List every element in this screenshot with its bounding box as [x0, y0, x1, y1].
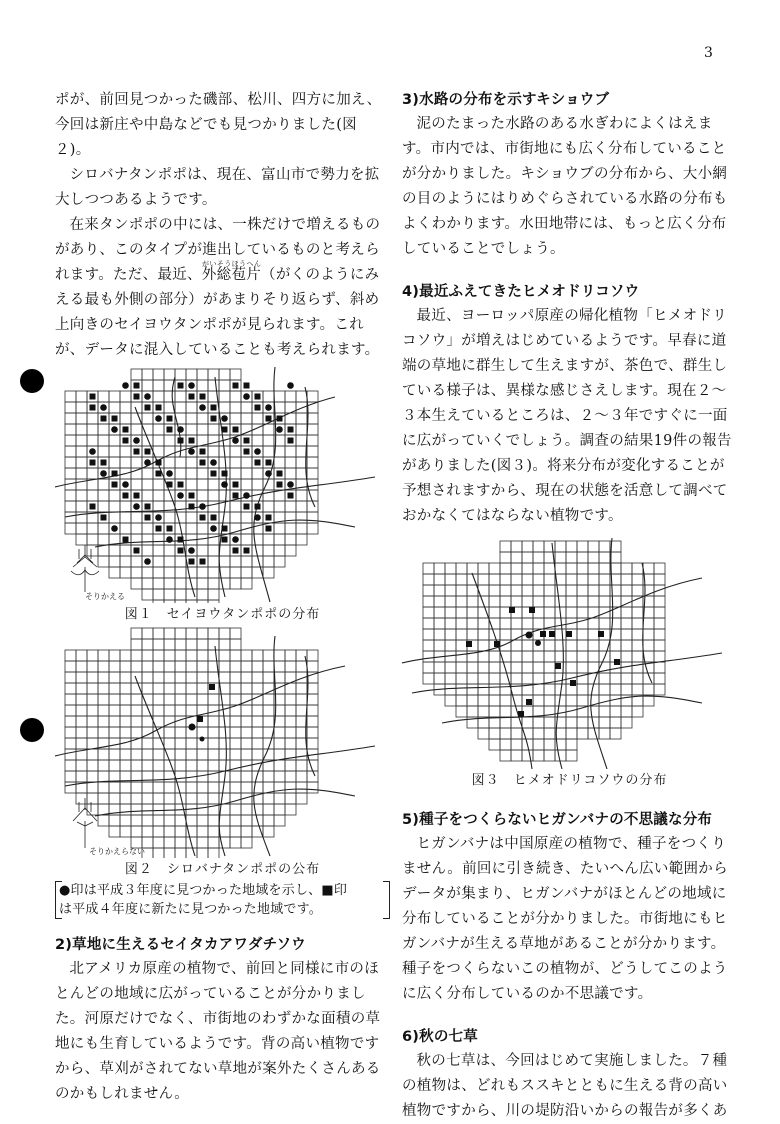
flower-label-not-reflexed: そりかえらない — [89, 847, 145, 856]
figure-3-map — [402, 533, 737, 769]
binder-hole-bottom — [20, 718, 44, 742]
figure-2-caption: 図２ シロバナタンポポの公布 — [124, 862, 321, 877]
map-grid — [65, 628, 318, 858]
page-number: 3 — [704, 45, 713, 61]
section-4-heading: 4)最近ふえてきたヒメオドリコソウ — [402, 284, 640, 300]
figure-1-caption: 図１ セイヨウタンポポの分布 — [124, 607, 321, 622]
right-column — [402, 88, 737, 1124]
paragraph-native-dandelion: 在来タンポポの中には、一株だけで増えるものがあり、このタイプが進出しているものと考えられます。ただ、最近、外総苞片がいそうほうへん（がくのようにみえる最も外側の部分）があまりそり返らず、斜め上向きのセイヨウタンポポが見られます。これが、データに混入していることも考えられます。 — [55, 217, 381, 358]
section-5-text: ヒガンバナは中国原産の植物で、種子をつくりません。前回に引き続き、たいへん広い範囲からデータが集まり、ヒガンバナがほとんどの地域に分布していることが分かりました。市街地にもヒガンバナが生える草地があることが分かります。種子をつくらないこの植物が、どうしてこのように広く分布しているのか不思議です。 — [402, 836, 728, 1002]
section-3-text: 泥のたまった水路のある水ぎわによくはえます。市内では、市街地にも広く分布していることが分かりました。キショウブの分布から、大小網の目のようにはりめぐらされている水路の分布もよくわかります。水田地帯には、もっと広く分布していることでしょう。 — [402, 116, 728, 257]
flower-label-reflexed: そりかえる — [85, 592, 125, 601]
figure-2 — [55, 626, 390, 919]
section-5-heading: 5)種子をつくらないヒガンバナの不思議な分布 — [402, 812, 713, 828]
paragraph-shirobana: シロバナタンポポは、現在、富山市で勢力を拡大しつつあるようです。 — [55, 167, 380, 208]
paragraph-continued: ポが、前回見つかった磯部、松川、四方に加え、 今回は新庄や中島などでも見つかりました(図２)。 — [55, 92, 382, 158]
section-2-heading: 2)草地に生えるセイタカアワダチソウ — [55, 937, 306, 953]
figure-3 — [402, 533, 737, 788]
map-grid — [423, 541, 665, 761]
binder-hole-top — [20, 369, 44, 393]
figure-1 — [55, 367, 390, 622]
figure-2-legend: ●印は平成３年度に見つかった地域を示し、■印 は平成４年度に新たに見つかった地域です。 — [55, 881, 390, 919]
section-6-text: 秋の七草は、今回はじめて実施しました。７種の植物は、どれもススキとともに生える背の高い植物ですから、川の堤防沿いからの報告が多くあ — [402, 1053, 728, 1119]
figure-3-caption: 図３ ヒメオドリコソウの分布 — [471, 773, 668, 788]
left-column — [55, 88, 390, 1107]
figure-1-map — [55, 367, 390, 603]
section-6-heading: 6)秋の七草 — [402, 1029, 478, 1045]
figure-2-map — [55, 626, 390, 858]
section-2-text: 北アメリカ原産の植物で、前回と同様に市のほとんどの地域に広がっていることが分かりました。河原だけでなく、市街地のわずかな面積の草地にも生育しているようです。背の高い植物ですから、草刈がされてない草地が案外たくさんあるのかもしれません。 — [55, 961, 381, 1102]
map-roads — [402, 538, 722, 769]
section-4-text: 最近、ヨーロッパ原産の帰化植物「ヒメオドリコソウ」が増えはじめているようです。早春に道端の草地に群生して生えますが、茶色で、群生している様子は、異様な感じさえします。現在２～３本生えているところは、２～３年ですぐに一面に広がっていくでしょう。調査の結果19件の報告がありました(図３)。将来分布が変化することが予想されますから、現在の状態を活意して調べておかなくてはならない植物です。 — [402, 308, 732, 524]
map-roads — [55, 636, 375, 856]
section-3-heading: 3)水路の分布を示すキショウブ — [402, 92, 610, 108]
